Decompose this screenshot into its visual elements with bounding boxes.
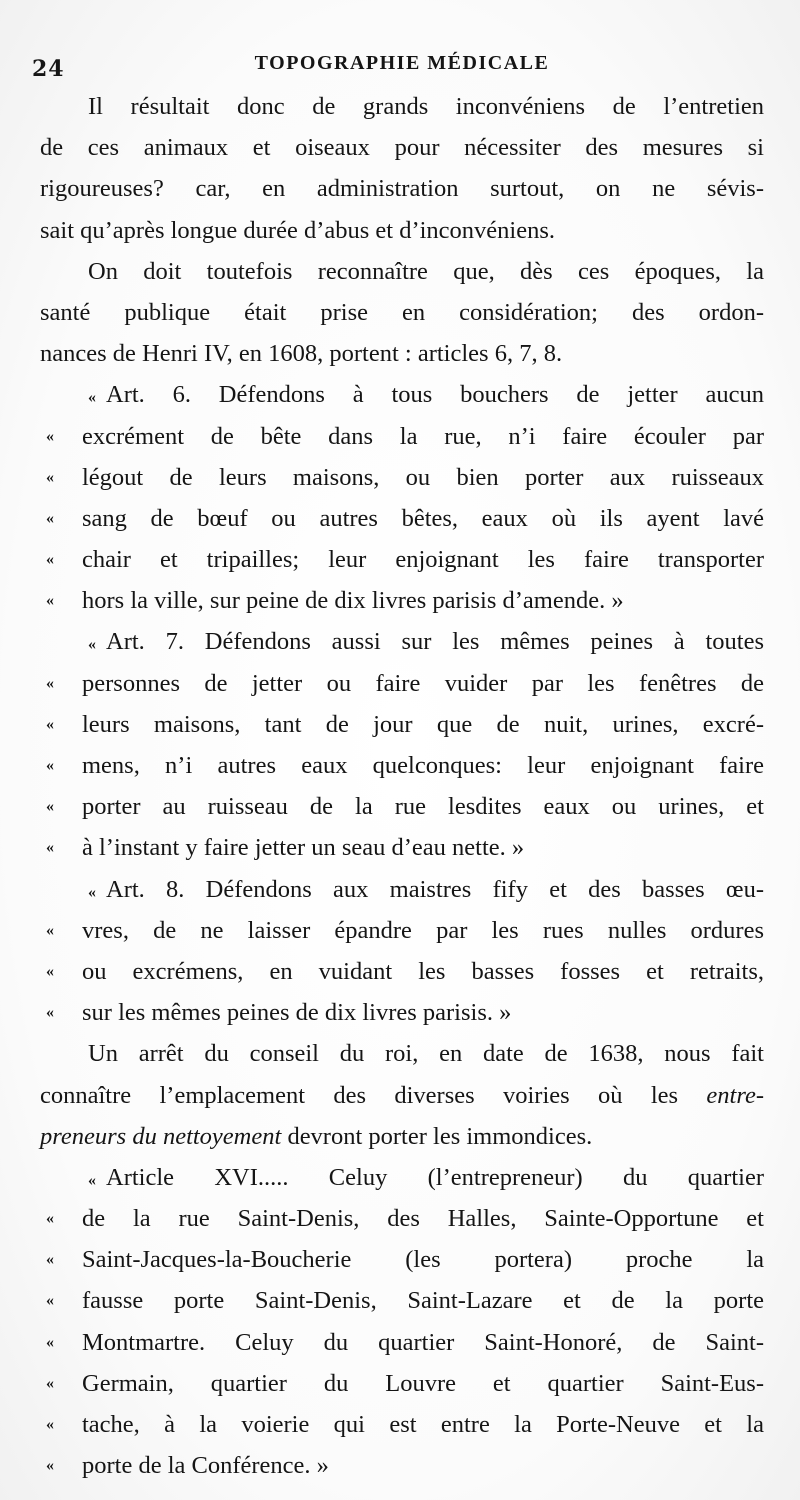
line-text: vres, de ne laisser épandre par les rues nulles ordures [82,916,764,944]
quote-mark: « [46,1292,54,1310]
text-line [40,457,764,498]
line-text: excrément de bête dans la rue, n’i faire écouler par [82,422,764,450]
quote-mark: « [88,636,96,654]
text-line [40,580,764,621]
quote-mark: « [46,1416,54,1433]
line-text: Montmartre. Celuy du quartier Saint-Honoré, de Saint- [82,1328,764,1356]
text-line [40,1280,764,1321]
line-text: sur les mêmes peines de dix livres parisis. » [82,999,512,1027]
text-line [40,86,764,127]
quote-mark: « [46,468,54,486]
text-line [40,621,764,662]
text-line [40,910,764,951]
text-line [40,1033,764,1074]
text-line [40,869,764,910]
line-text: de ces animaux et oiseaux pour nécessiter des mesures si [40,134,764,162]
line-text: mens, n’i autres eaux quelconques: leur enjoignant faire [82,752,764,779]
text-line [40,992,764,1033]
text-line [40,1075,764,1116]
text-line [40,704,764,745]
line-text: sait qu’après longue durée d’abus et d’inconvéniens. [40,216,556,244]
quote-mark: « [46,427,54,445]
text-line [40,127,764,168]
quote-mark: « [46,757,54,774]
line-text: nances de Henri IV, en 1608, portent : articles 6, 7, 8. [40,340,563,368]
quote-mark: « [46,1210,54,1228]
line-text: Germain, quartier du Louvre et quartier Saint-Eus- [82,1369,764,1397]
italic-phrase: preneurs du nettoyement [40,1122,282,1150]
line-text: Art. 7. Défendons aussi sur les mêmes peines à toutes [106,628,764,656]
running-title: TOPOGRAPHIE MÉDICALE [254,52,550,74]
line-text: rigoureuses? car, en administration surtout, on ne sévis- [40,175,764,203]
text-line [40,1363,764,1404]
body-text [40,86,764,1486]
quote-mark: « [46,592,54,610]
text-line [40,1198,764,1239]
text-line [40,951,764,992]
quote-mark: « [46,715,54,733]
text-line [40,1445,764,1486]
quote-mark: « [46,1004,54,1022]
line-text: Un arrêt du conseil du roi, en date de 1638, nous fait [88,1040,764,1068]
line-text: fausse porte Saint-Denis, Saint-Lazare et de la porte [82,1287,764,1315]
page-number: 24 [32,56,65,82]
line-text: connaître l’emplacement des diverses voiries où les [40,1081,679,1109]
quote-mark: « [46,551,54,569]
quote-mark: « [46,1374,54,1392]
line-text: de la rue Saint-Denis, des Halles, Sainte-Opportune et [82,1205,764,1233]
text-line [40,498,764,539]
text-line [40,168,764,209]
text-line [40,1116,764,1157]
text-line [40,251,764,292]
text-line [40,539,764,580]
quote-mark: « [46,798,54,816]
quote-mark: « [88,389,96,407]
text-line [40,292,764,333]
italic-phrase: entre- [706,1081,764,1109]
text-line [40,333,764,374]
line-text: hors la ville, sur peine de dix livres parisis d’amende. » [82,587,624,615]
quote-mark: « [46,1333,54,1351]
text-line [40,786,764,827]
text-line [40,663,764,704]
quote-mark: « [46,674,54,692]
quote-mark: « [46,962,54,980]
text-line [40,1239,764,1280]
line-text: Art. 6. Défendons à tous bouchers de jetter aucun [106,381,764,409]
line-text: chair et tripailles; leur enjoignant les faire transporter [82,546,764,574]
line-text: Il résultait donc de grands inconvéniens de l’entretien [88,93,764,120]
text-line [40,827,764,868]
line-text: sang de bœuf ou autres bêtes, eaux où ils ayent lavé [82,504,764,532]
line-text: santé publique était prise en considération; des ordon- [40,298,764,326]
text-line [40,1157,764,1198]
quote-mark: « [46,1251,54,1269]
line-text: porter au ruisseau de la rue lesdites eaux ou urines, et [82,793,764,821]
page-header [32,44,772,84]
line-text: porte de la Conférence. » [82,1452,329,1480]
quote-mark: « [88,883,96,901]
line-text: Art. 8. Défendons aux maistres fify et des basses œu- [106,875,764,903]
quote-mark: « [46,921,54,939]
quote-mark: « [46,1457,54,1475]
line-text: On doit toutefois reconnaître que, dès ces époques, la [88,257,764,285]
text-line [40,210,764,251]
line-text: ou excrémens, en vuidant les basses fosses et retraits, [82,957,764,985]
text-line [40,745,764,786]
line-text: légout de leurs maisons, ou bien porter aux ruisseaux [82,463,764,491]
quote-mark: « [46,509,54,527]
line-text: leurs maisons, tant de jour que de nuit, urines, excré- [82,710,764,738]
text-line [40,1322,764,1363]
line-text: à l’instant y faire jetter un seau d’eau nette. » [82,834,525,862]
line-text: Saint-Jacques-la-Boucherie (les portera) proche la [82,1246,764,1274]
text-line [40,1404,764,1445]
line-text: devront porter les immondices. [281,1122,593,1150]
quote-mark: « [46,839,54,857]
text-line [40,374,764,415]
line-text: personnes de jetter ou faire vuider par les fenêtres de [82,669,764,697]
text-line [40,416,764,457]
line-text: tache, à la voierie qui est entre la Porte-Neuve et la [82,1411,764,1438]
line-text: Article XVI..... Celuy (l’entrepreneur) du quartier [106,1163,764,1191]
quote-mark: « [88,1171,96,1189]
